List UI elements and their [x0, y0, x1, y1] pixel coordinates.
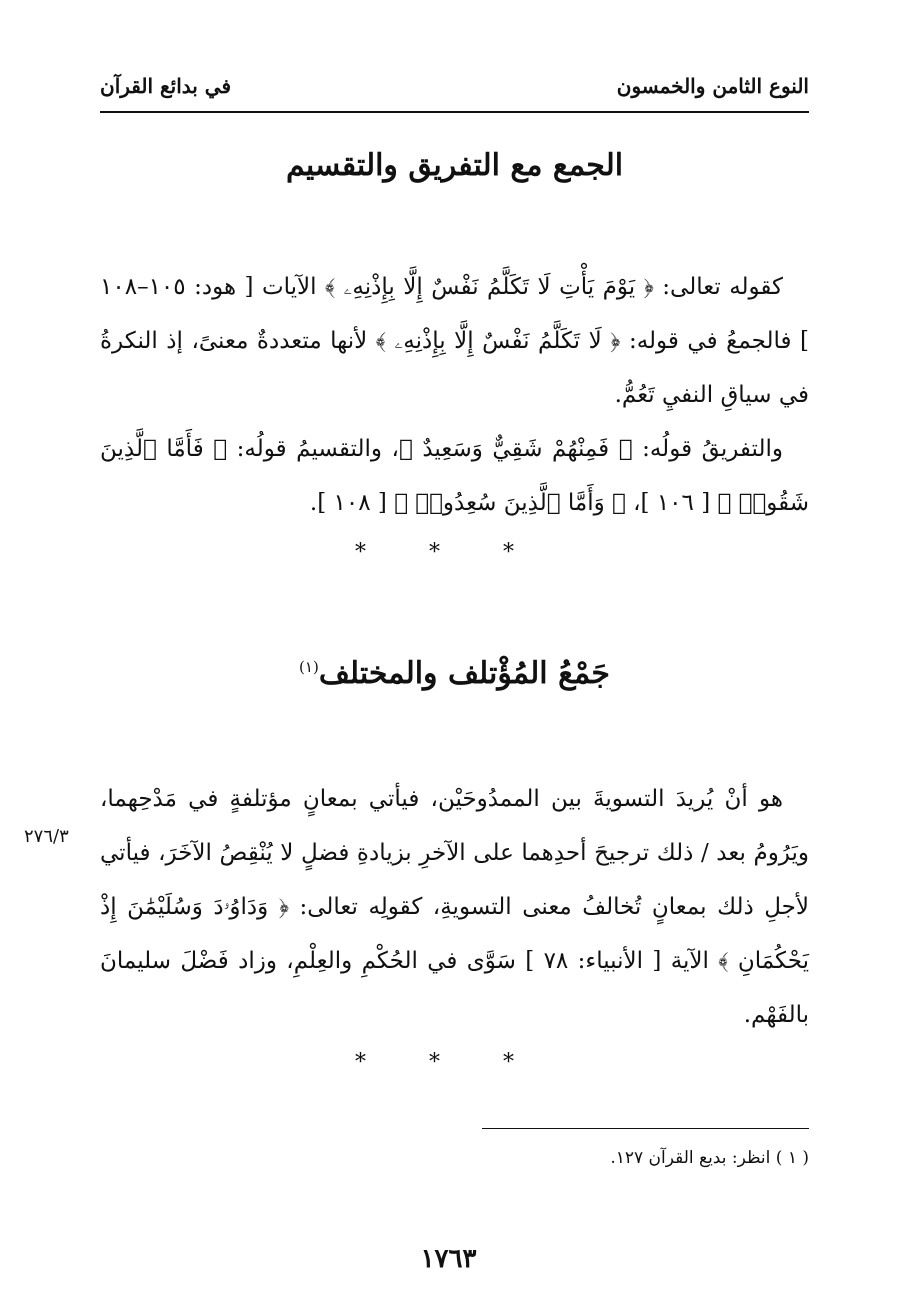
section-title-mutalif-mukhtalif [100, 656, 809, 691]
margin-reference-note: ٢٧٦/٣ [24, 826, 69, 847]
section2-title-text: جَمْعُ المُؤْتلف والمختلف [318, 656, 610, 691]
page-number: ١٧٦٣ [420, 1244, 477, 1274]
section1-body [100, 260, 809, 530]
section2-paragraph: هو أنْ يُريدَ التسويةَ بين الممدُوحَيْن، فيأتي بمعانٍ مؤتلفةٍ في مَدْحِهما، ويَرُومُ بعد / ذلك ترجيحَ أحدِهما على الآخرِ بزيادةِ فضلٍ لا يُنْقِصُ الآخَرَ، فيأتي لأجلِ ذلك بمعانٍ تُخالفُ معنى التسويةِ، كقولِه تعالى: ﴿ وَدَاوُۥدَ وَسُلَيْمَٰنَ إِذْ يَحْكُمَانِ ﴾ الآية [ الأنبياء: ٧٨ ] سَوَّى في الحُكْمِ والعِلْمِ، وزاد فَضْلَ سليمانَ بالفَهْم. [100, 786, 809, 1028]
footnote: ( ١ ) انظر: بديع القرآن ١٢٧. [610, 1148, 809, 1168]
header-rule [100, 111, 809, 113]
section1-paragraph-1: كقوله تعالى: ﴿ يَوْمَ يَأْتِ لَا تَكَلَّمُ نَفْسٌ إِلَّا بِإِذْنِهِۦ ﴾ الآيات [ هود: ١٠٥–١٠٨ ] فالجمعُ في قوله: ﴿ لَا تَكَلَّمُ نَفْسٌ إِلَّا بِإِذْنِهِۦ ﴾ لأنها متعددةٌ معنىً، إذ النكرةُ في سياقِ النفيِ تَعُمُّ. [100, 274, 809, 408]
footnote-rule [482, 1128, 809, 1129]
running-head [100, 66, 809, 106]
section2-body [100, 772, 809, 1042]
section-title-jam-tafriq-taqsim: الجمع مع التفريق والتقسيم [285, 148, 624, 183]
section-divider-stars: * * * [355, 540, 542, 565]
running-head-chapter: النوع الثامن والخمسون [616, 74, 809, 98]
footnote-reference[interactable]: (١) [299, 658, 319, 676]
section1-paragraph-2: والتفريقُ قولُه: ﴿ فَمِنْهُمْ شَقِيٌّ وَسَعِيدٌ ﴾، والتقسيمُ قولُه: ﴿ فَأَمَّا ٱلَّذِينَ شَقُوا۟ ﴾ [ ١٠٦ ]، ﴿ وَأَمَّا ٱلَّذِينَ سُعِدُوا۟ ﴾ [ ١٠٨ ]. [100, 436, 809, 516]
running-head-book: في بدائع القرآن [100, 74, 232, 98]
section-divider-stars-2: * * * [355, 1050, 542, 1075]
